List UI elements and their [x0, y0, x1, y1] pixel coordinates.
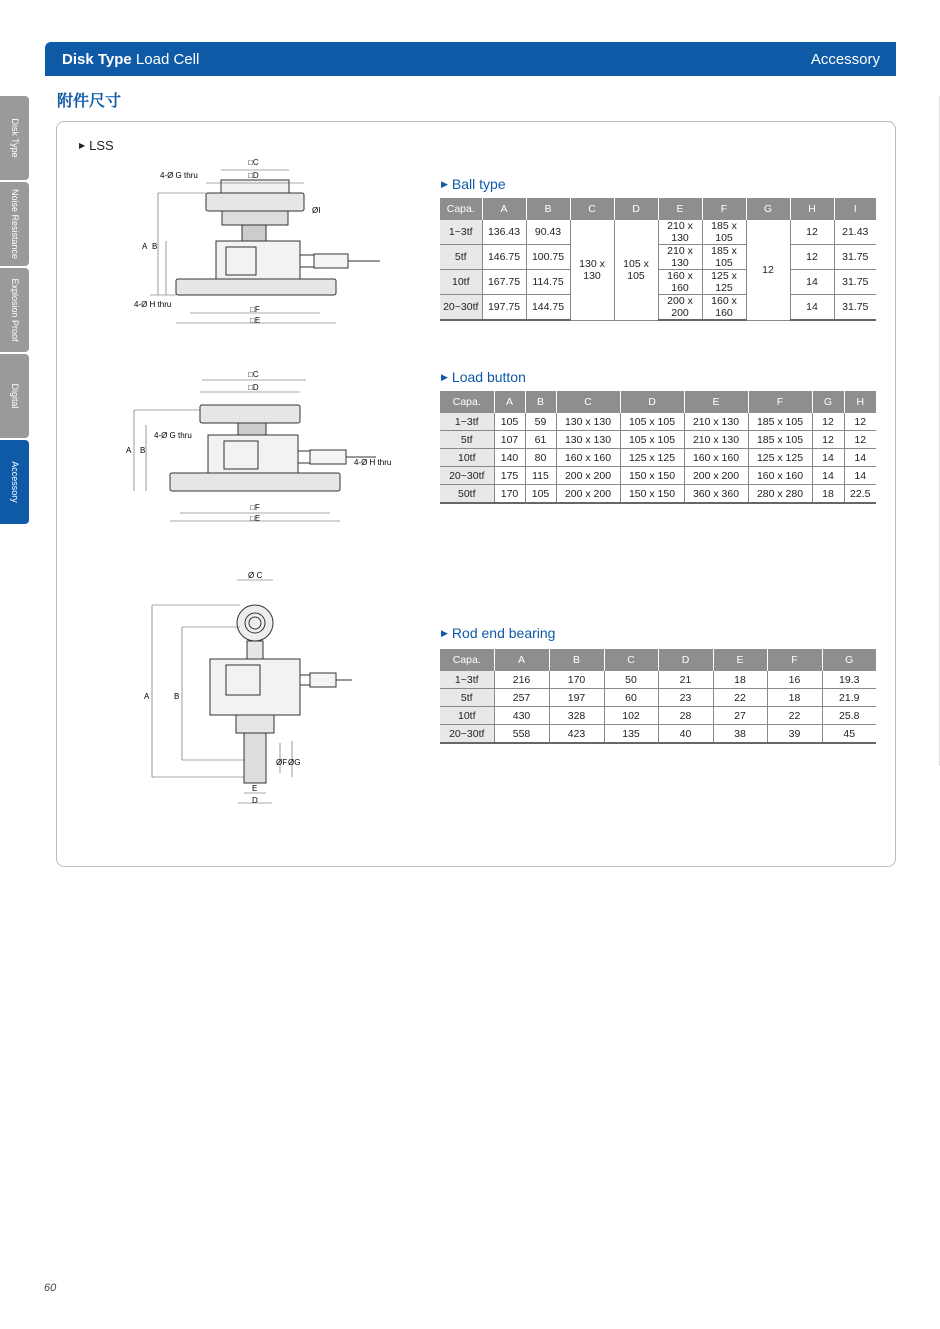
- ball-type-drawing: [130, 155, 390, 330]
- capa-cell: 5tf: [440, 431, 494, 449]
- table-cell: 107: [494, 431, 525, 449]
- table-row: [440, 431, 876, 449]
- table-cell: 136.43: [482, 220, 526, 245]
- load-button-title: ▶ Load button: [441, 369, 526, 385]
- side-tabs: [0, 96, 29, 526]
- ball-label-e: □E: [250, 316, 261, 325]
- triangle-icon: ▶: [441, 628, 448, 638]
- ball-label-c: □C: [248, 158, 259, 167]
- table-cell: 125 x 125: [620, 449, 684, 467]
- table-cell: 360 x 360: [684, 485, 748, 504]
- triangle-icon: ▶: [441, 372, 448, 382]
- capa-cell: 50tf: [440, 485, 494, 504]
- table-cell: 80: [525, 449, 556, 467]
- table-cell: 12: [844, 413, 876, 431]
- table-cell: 185 x 105: [702, 245, 746, 270]
- table-cell-merged: 12: [746, 220, 790, 320]
- page-subtitle: 附件尺寸: [57, 93, 122, 110]
- header-title: Disk Type Load Cell: [62, 51, 200, 68]
- table-cell: 60: [604, 689, 658, 707]
- ball-label-f: □F: [250, 305, 260, 314]
- table-cell: 105: [525, 485, 556, 504]
- ball-type-title: ▶ Ball type: [441, 176, 506, 192]
- table-cell: 12: [812, 431, 844, 449]
- table-cell: 558: [494, 725, 549, 744]
- table-cell: 197.75: [482, 295, 526, 321]
- table-cell: 257: [494, 689, 549, 707]
- table-cell: 39: [767, 725, 822, 744]
- rod-label-f: ØF: [276, 758, 288, 767]
- table-cell: 18: [767, 689, 822, 707]
- table-cell: 210 x 130: [658, 245, 702, 270]
- column-header: I: [834, 198, 876, 220]
- table-cell: 328: [549, 707, 604, 725]
- table-cell: 197: [549, 689, 604, 707]
- table-cell: 31.75: [834, 245, 876, 270]
- table-cell: 23: [658, 689, 713, 707]
- column-header: D: [620, 391, 684, 413]
- triangle-icon: ▶: [79, 141, 86, 150]
- table-cell: 144.75: [526, 295, 570, 321]
- table-row: [440, 220, 876, 245]
- table-row: [440, 449, 876, 467]
- table-cell: 27: [713, 707, 767, 725]
- table-cell: 21: [658, 671, 713, 689]
- table-cell-merged: 130 x 130: [570, 220, 614, 320]
- column-header: D: [658, 649, 713, 671]
- capa-cell: 5tf: [440, 245, 482, 270]
- table-cell: 280 x 280: [748, 485, 812, 504]
- table-cell: 160 x 160: [658, 270, 702, 295]
- table-row: [440, 485, 876, 504]
- lss-label: ▶ LSS: [79, 138, 114, 153]
- table-cell: 160 x 160: [684, 449, 748, 467]
- table-cell: 21.9: [822, 689, 876, 707]
- table-cell: 140: [494, 449, 525, 467]
- header-bar: [45, 42, 896, 76]
- capa-cell: 20~30tf: [440, 725, 494, 744]
- button-label-c: □C: [248, 370, 259, 379]
- table-cell: 200 x 200: [556, 467, 620, 485]
- table-cell: 146.75: [482, 245, 526, 270]
- table-cell: 14: [790, 270, 834, 295]
- column-header: F: [748, 391, 812, 413]
- ball-label-b: B: [152, 242, 158, 251]
- button-label-d: □D: [248, 383, 259, 392]
- table-cell: 22: [767, 707, 822, 725]
- table-cell: 25.8: [822, 707, 876, 725]
- table-cell: 28: [658, 707, 713, 725]
- rod-end-title: ▶ Rod end bearing: [441, 625, 556, 641]
- table-cell: 18: [812, 485, 844, 504]
- ball-label-a: A: [142, 242, 148, 251]
- table-header-row: [440, 649, 876, 671]
- table-row: [440, 270, 876, 295]
- table-cell: 12: [790, 220, 834, 245]
- table-cell: 430: [494, 707, 549, 725]
- column-header: A: [494, 649, 549, 671]
- rod-label-c: Ø C: [248, 571, 263, 580]
- table-cell: 210 x 130: [658, 220, 702, 245]
- table-row: [440, 467, 876, 485]
- table-cell: 38: [713, 725, 767, 744]
- table-cell: 105 x 105: [620, 431, 684, 449]
- column-header: E: [713, 649, 767, 671]
- column-header: A: [494, 391, 525, 413]
- table-header-row: [440, 198, 876, 220]
- table-cell: 12: [844, 431, 876, 449]
- ball-label-d: □D: [248, 171, 259, 180]
- ball-label-g: 4-Ø G thru: [160, 171, 198, 180]
- table-cell: 14: [812, 449, 844, 467]
- table-cell: 130 x 130: [556, 431, 620, 449]
- page-number: 60: [44, 1282, 57, 1294]
- load-button-table: [440, 391, 876, 504]
- table-cell: 105 x 105: [620, 413, 684, 431]
- table-cell: 200 x 200: [556, 485, 620, 504]
- capa-cell: 10tf: [440, 270, 482, 295]
- header-section: Accessory: [810, 51, 880, 68]
- table-cell: 22.5: [844, 485, 876, 504]
- button-label-e: □E: [250, 514, 261, 523]
- table-cell: 14: [812, 467, 844, 485]
- rod-label-a: A: [144, 692, 150, 701]
- table-cell: 19.3: [822, 671, 876, 689]
- table-row: [440, 707, 876, 725]
- table-cell: 210 x 130: [684, 413, 748, 431]
- table-row: [440, 671, 876, 689]
- table-cell: 22: [713, 689, 767, 707]
- table-cell: 160 x 160: [748, 467, 812, 485]
- table-cell: 125 x 125: [702, 270, 746, 295]
- rod-label-g: ØG: [288, 758, 301, 767]
- table-cell: 115: [525, 467, 556, 485]
- table-cell: 216: [494, 671, 549, 689]
- ball-type-table: [440, 198, 876, 321]
- capa-cell: 1~3tf: [440, 671, 494, 689]
- column-header: G: [812, 391, 844, 413]
- column-header: D: [614, 198, 658, 220]
- table-cell: 14: [844, 449, 876, 467]
- capa-cell: 20~30tf: [440, 295, 482, 321]
- table-row: [440, 689, 876, 707]
- table-row: [440, 413, 876, 431]
- button-label-g: 4-Ø G thru: [154, 431, 192, 440]
- triangle-icon: ▶: [441, 179, 448, 189]
- table-cell: 130 x 130: [556, 413, 620, 431]
- table-cell: 170: [494, 485, 525, 504]
- button-label-f: □F: [250, 503, 260, 512]
- table-cell: 135: [604, 725, 658, 744]
- capa-cell: 1~3tf: [440, 220, 482, 245]
- table-cell: 40: [658, 725, 713, 744]
- table-cell: 160 x 160: [556, 449, 620, 467]
- table-row: [440, 245, 876, 270]
- table-cell: 167.75: [482, 270, 526, 295]
- rod-end-table: [440, 649, 876, 744]
- table-cell: 185 x 105: [748, 431, 812, 449]
- capa-cell: 5tf: [440, 689, 494, 707]
- table-cell: 100.75: [526, 245, 570, 270]
- column-header: G: [746, 198, 790, 220]
- rod-label-e: E: [252, 784, 258, 793]
- column-header: H: [844, 391, 876, 413]
- column-header: Capa.: [440, 198, 482, 220]
- table-cell: 90.43: [526, 220, 570, 245]
- table-cell: 45: [822, 725, 876, 744]
- table-cell: 12: [812, 413, 844, 431]
- column-header: B: [525, 391, 556, 413]
- table-cell-merged: 105 x 105: [614, 220, 658, 320]
- table-header-row: [440, 391, 876, 413]
- column-header: Capa.: [440, 391, 494, 413]
- table-cell: 150 x 150: [620, 467, 684, 485]
- table-cell: 14: [790, 295, 834, 321]
- capa-cell: 20~30tf: [440, 467, 494, 485]
- column-header: C: [570, 198, 614, 220]
- table-cell: 31.75: [834, 295, 876, 321]
- table-cell: 21.43: [834, 220, 876, 245]
- column-header: Capa.: [440, 649, 494, 671]
- table-cell: 175: [494, 467, 525, 485]
- column-header: A: [482, 198, 526, 220]
- capa-cell: 10tf: [440, 707, 494, 725]
- column-header: G: [822, 649, 876, 671]
- ball-label-h: 4-Ø H thru: [134, 300, 172, 309]
- table-cell: 50: [604, 671, 658, 689]
- rod-end-drawing: [140, 565, 360, 810]
- table-cell: 170: [549, 671, 604, 689]
- table-cell: 105: [494, 413, 525, 431]
- table-cell: 18: [713, 671, 767, 689]
- side-tab-noise-resistance[interactable]: Noise Resistance: [0, 182, 29, 266]
- ball-label-i: ØI: [312, 206, 321, 215]
- button-label-b: B: [140, 446, 146, 455]
- column-header: C: [604, 649, 658, 671]
- capa-cell: 1~3tf: [440, 413, 494, 431]
- table-cell: 114.75: [526, 270, 570, 295]
- side-tab-explosion-proof[interactable]: Explosion Proof: [0, 268, 29, 352]
- button-label-h: 4-Ø H thru: [354, 458, 392, 467]
- table-cell: 150 x 150: [620, 485, 684, 504]
- side-tab-disk-type[interactable]: Disk Type: [0, 96, 29, 180]
- table-cell: 102: [604, 707, 658, 725]
- table-cell: 59: [525, 413, 556, 431]
- table-cell: 160 x 160: [702, 295, 746, 321]
- capa-cell: 10tf: [440, 449, 494, 467]
- side-tab-digital[interactable]: Digital: [0, 354, 29, 438]
- rod-label-b: B: [174, 692, 180, 701]
- button-label-a: A: [126, 446, 132, 455]
- column-header: B: [526, 198, 570, 220]
- rod-label-d: D: [252, 796, 258, 805]
- table-cell: 423: [549, 725, 604, 744]
- column-header: B: [549, 649, 604, 671]
- column-header: C: [556, 391, 620, 413]
- table-cell: 31.75: [834, 270, 876, 295]
- table-cell: 14: [844, 467, 876, 485]
- table-cell: 200 x 200: [684, 467, 748, 485]
- column-header: E: [658, 198, 702, 220]
- table-cell: 185 x 105: [748, 413, 812, 431]
- side-tab-accessory[interactable]: Accessory: [0, 440, 29, 524]
- column-header: E: [684, 391, 748, 413]
- table-cell: 16: [767, 671, 822, 689]
- table-cell: 12: [790, 245, 834, 270]
- table-cell: 185 x 105: [702, 220, 746, 245]
- table-cell: 210 x 130: [684, 431, 748, 449]
- column-header: F: [767, 649, 822, 671]
- column-header: H: [790, 198, 834, 220]
- table-cell: 200 x 200: [658, 295, 702, 321]
- column-header: F: [702, 198, 746, 220]
- load-button-drawing: [120, 365, 410, 525]
- table-cell: 61: [525, 431, 556, 449]
- table-row: [440, 295, 876, 321]
- table-row: [440, 725, 876, 744]
- table-cell: 125 x 125: [748, 449, 812, 467]
